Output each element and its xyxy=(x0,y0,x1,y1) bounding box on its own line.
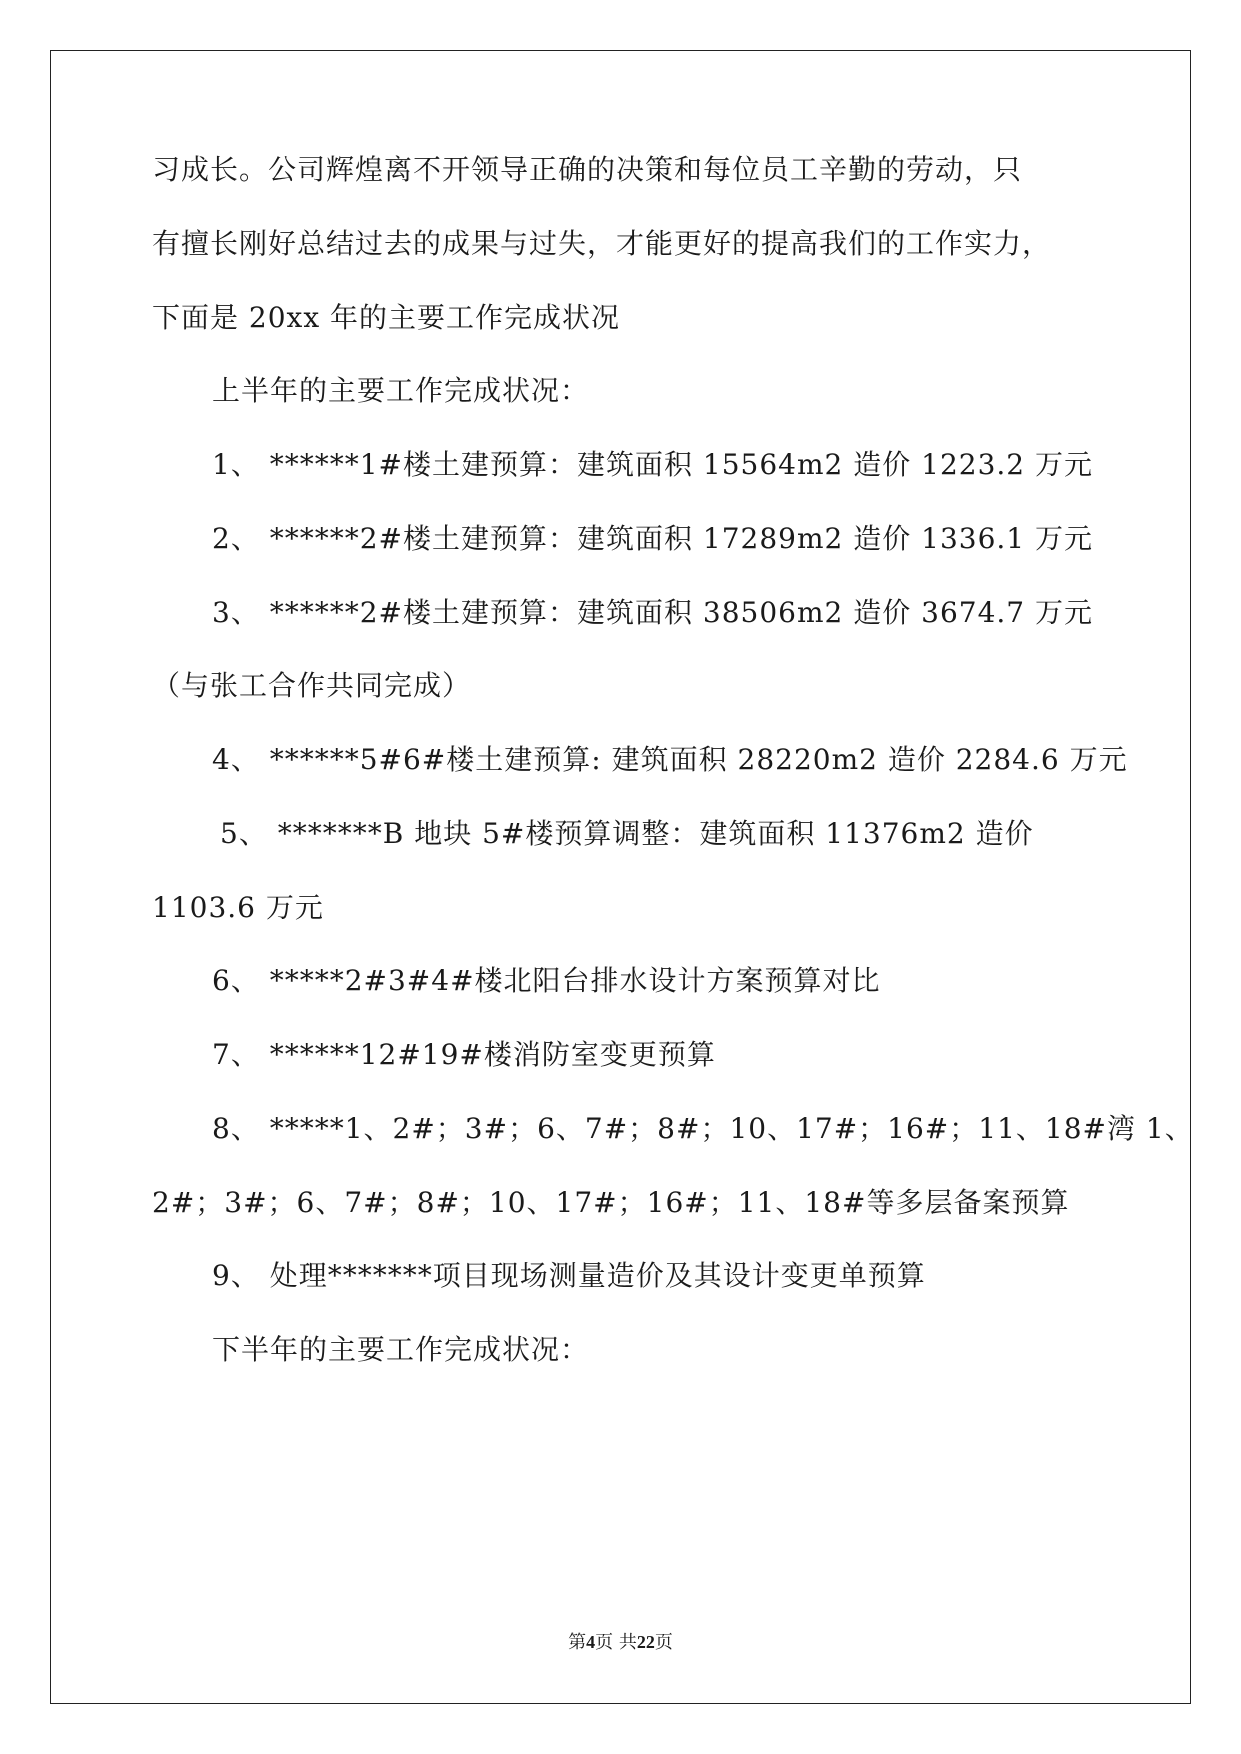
list-item-5: 5、 *******B 地块 5#楼预算调整：建筑面积 11376m2 造价 xyxy=(220,817,1034,850)
list-item-2: 2、 ******2#楼土建预算：建筑面积 17289m2 造价 1336.1 万元 xyxy=(212,522,1094,555)
page-border xyxy=(50,50,1191,1704)
footer-total-pages: 22 xyxy=(636,1632,655,1652)
list-item-8-continued: 2#；3#；6、7#；8#；10、17#；16#；11、18#等多层备案预算 xyxy=(152,1186,1070,1219)
footer-page-number: 4 xyxy=(586,1632,596,1652)
footer-mid: 页 共 xyxy=(595,1632,637,1653)
paragraph-line-3: 下面是 20xx 年的主要工作完成状况 xyxy=(152,301,621,334)
footer-suffix: 页 xyxy=(654,1632,673,1653)
list-item-1: 1、 ******1#楼土建预算：建筑面积 15564m2 造价 1223.2 万元 xyxy=(212,448,1094,481)
page-footer xyxy=(0,1630,1241,1655)
list-item-8: 8、 *****1、2#；3#；6、7#；8#；10、17#；16#；11、18#湾 1、 xyxy=(212,1112,1194,1145)
list-item-4: 4、 ******5#6#楼土建预算: 建筑面积 28220m2 造价 2284.6 万元 xyxy=(212,743,1128,776)
footer-prefix: 第 xyxy=(568,1632,587,1653)
list-item-7: 7、 ******12#19#楼消防室变更预算 xyxy=(212,1038,716,1071)
list-item-6: 6、 *****2#3#4#楼北阳台排水设计方案预算对比 xyxy=(212,964,881,997)
paragraph-line-2: 有擅长刚好总结过去的成果与过失，才能更好的提高我们的工作实力， xyxy=(152,227,1052,260)
list-item-3: 3、 ******2#楼土建预算：建筑面积 38506m2 造价 3674.7 万元 xyxy=(212,596,1094,629)
list-item-3-continued: （与张工合作共同完成） xyxy=(152,669,472,702)
list-item-5-continued: 1103.6 万元 xyxy=(152,891,324,924)
paragraph-line-1: 习成长。公司辉煌离不开领导正确的决策和每位员工辛勤的劳动，只 xyxy=(152,153,1023,186)
section-heading-first-half: 上半年的主要工作完成状况： xyxy=(212,374,590,407)
section-heading-second-half: 下半年的主要工作完成状况： xyxy=(212,1333,590,1366)
list-item-9: 9、 处理*******项目现场测量造价及其设计变更单预算 xyxy=(212,1259,926,1292)
